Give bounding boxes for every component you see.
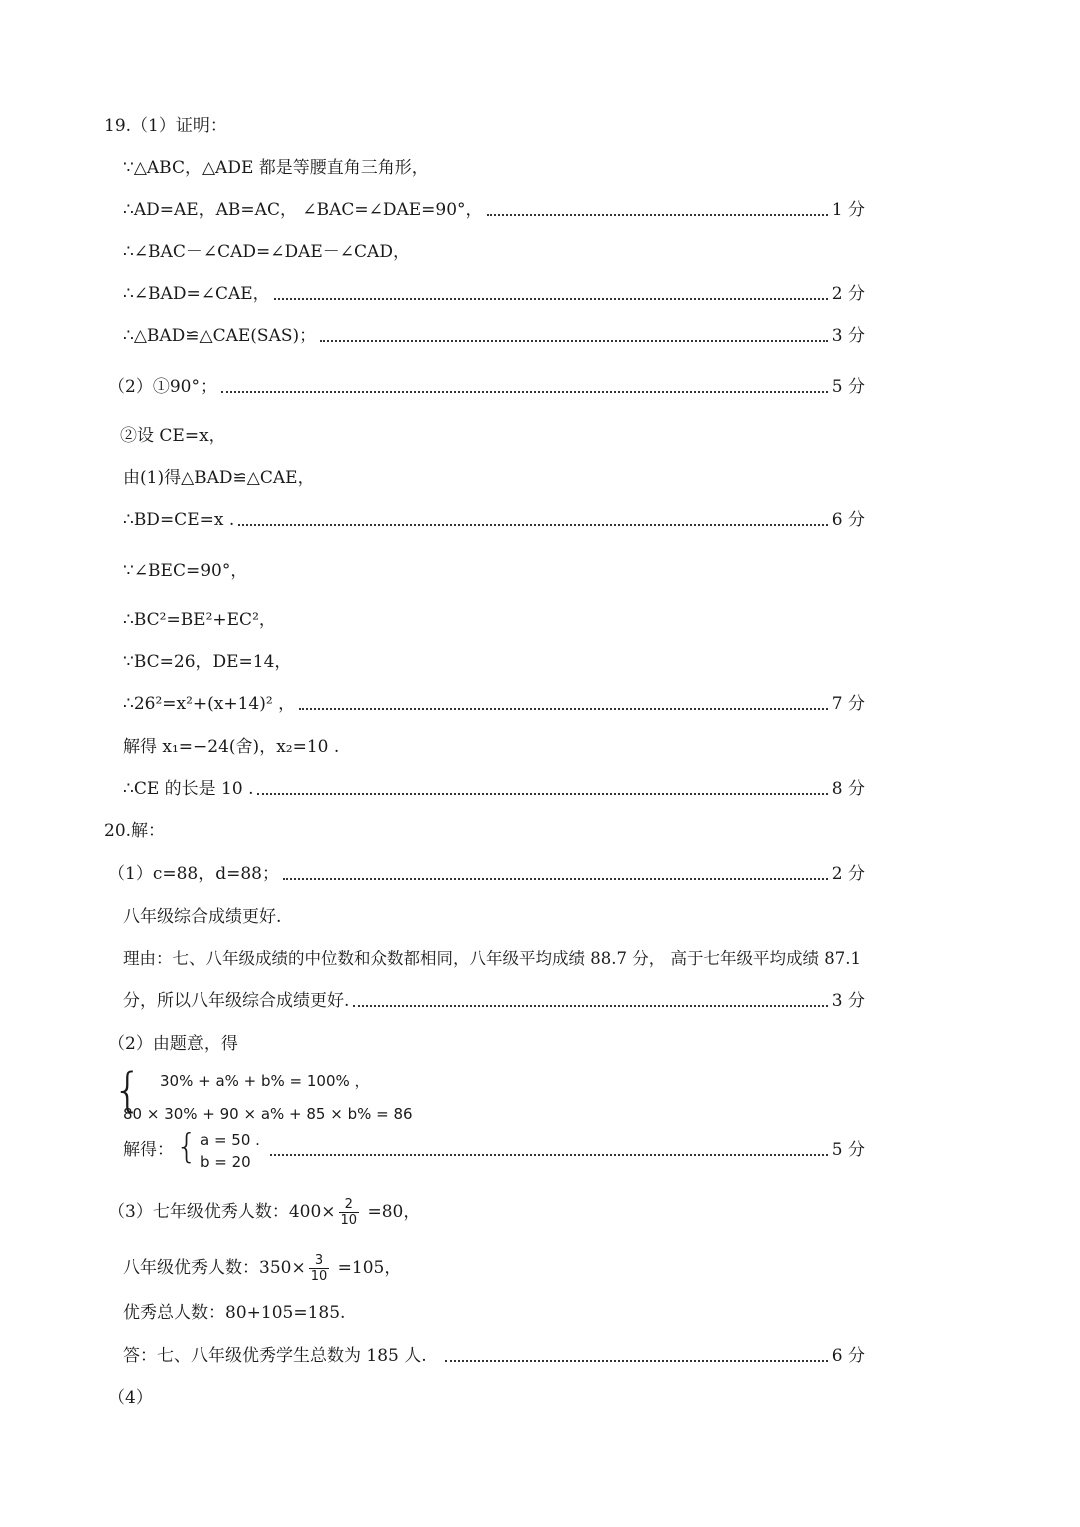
- left-brace-icon: {: [113, 1063, 143, 1117]
- fraction-numerator: 3: [314, 1253, 324, 1268]
- dot-leader: [320, 340, 828, 342]
- step-text: 答：七、八年级优秀学生总数为 185 人.: [123, 1346, 427, 1366]
- q19-line-3: ∴∠BAC－∠CAD=∠DAE－∠CAD，: [123, 242, 410, 262]
- step-score: 3 分: [831, 326, 865, 346]
- step-text: ∴AD=AE，AB=AC， ∠BAC=∠DAE=90°，: [123, 200, 483, 220]
- q19-line-given: ∵△ABC，△ADE 都是等腰直角三角形，: [123, 158, 429, 178]
- step-text: ∴26²=x²+(x+14)² ，: [123, 694, 296, 714]
- step-score: 7 分: [831, 694, 865, 714]
- q19-part2-step-5: [108, 376, 865, 398]
- q20-part2-header: （2）由题意，得: [108, 1034, 238, 1054]
- step-text: （2）①90°；: [108, 377, 217, 397]
- dot-leader: [270, 1154, 828, 1156]
- q19-step-1: [123, 199, 865, 221]
- step-score: 6 分: [831, 1346, 865, 1366]
- solution-label: 解得：: [123, 1140, 174, 1160]
- q19-line-11: ∵BC=26，DE=14，: [123, 652, 292, 672]
- q19-step-3: [123, 325, 865, 347]
- equation-1: 30% + a% + b% = 100% ，: [160, 1072, 370, 1090]
- step-score: 5 分: [831, 1140, 865, 1160]
- step-score: 3 分: [831, 991, 865, 1011]
- q20-grade8-count: [123, 1253, 401, 1284]
- q20-header: 20.解：: [104, 821, 166, 841]
- part3-text-b: =80，: [362, 1202, 421, 1222]
- q20-part3-grade7: [108, 1197, 420, 1228]
- step-text: 分，所以八年级综合成绩更好.: [123, 991, 350, 1011]
- equation-2: 80 × 30% + 90 × a% + 85 × b% = 86: [123, 1105, 413, 1123]
- left-brace-icon: {: [176, 1127, 198, 1167]
- q20-part4-header: （4）: [108, 1388, 153, 1408]
- dot-leader: [299, 708, 828, 710]
- step-score: 8 分: [831, 779, 865, 799]
- fraction: [339, 1197, 360, 1228]
- step-score: 1 分: [831, 200, 865, 220]
- grade8-text-a: 八年级优秀人数：350×: [123, 1258, 306, 1278]
- q20-line-1: 八年级综合成绩更好.: [123, 907, 282, 927]
- q19-header: 19.（1）证明：: [104, 116, 227, 136]
- dot-leader: [487, 214, 828, 216]
- q20-total: 优秀总人数：80+105=185.: [123, 1303, 346, 1323]
- step-text: ∴∠BAD=∠CAE，: [123, 284, 270, 304]
- dot-leader: [221, 391, 828, 393]
- fraction-numerator: 2: [344, 1197, 353, 1212]
- dot-leader: [257, 793, 827, 795]
- q19-step-7: [123, 693, 865, 715]
- fraction-denominator: 10: [340, 1213, 358, 1228]
- fraction-denominator: 10: [310, 1269, 328, 1284]
- q19-line-9: ∵∠BEC=90°，: [123, 561, 248, 581]
- fraction: [309, 1253, 330, 1284]
- part3-text-a: （3）七年级优秀人数：400×: [108, 1202, 336, 1222]
- q20-step-6: [123, 1345, 865, 1367]
- q19-line-13: 解得 x₁=−24(舍)，x₂=10 .: [123, 737, 340, 757]
- dot-leader: [445, 1360, 828, 1362]
- q19-line-10: ∴BC²=BE²+EC²，: [123, 610, 276, 630]
- dot-leader: [238, 524, 828, 526]
- solution-b: b = 20: [200, 1153, 251, 1171]
- step-text: ∴CE 的长是 10 .: [123, 779, 254, 799]
- q19-step-6: [123, 509, 865, 531]
- dot-leader: [353, 1005, 827, 1007]
- step-text: （1）c=88，d=88；: [108, 864, 279, 884]
- q20-part1-step: [108, 863, 865, 885]
- step-score: 6 分: [831, 510, 865, 530]
- q19-line-7: 由(1)得△BAD≌△CAE，: [123, 468, 315, 488]
- q20-step-3: [123, 990, 865, 1012]
- q20-line-reason: 理由：七、八年级成绩的中位数和众数都相同，八年级平均成绩 88.7 分， 高于七年级平均成绩 87.1: [123, 949, 861, 968]
- step-text: ∴△BAD≌△CAE(SAS)；: [123, 326, 317, 346]
- dot-leader: [274, 298, 828, 300]
- q19-line-6: ②设 CE=x，: [120, 426, 226, 446]
- step-score: 5 分: [831, 377, 865, 397]
- step-score: 2 分: [831, 864, 865, 884]
- dot-leader: [283, 878, 828, 880]
- step-score: 2 分: [831, 284, 865, 304]
- q19-step-8: [123, 778, 865, 800]
- solution-a: a = 50 .: [200, 1131, 260, 1149]
- q20-step-5: [270, 1139, 865, 1161]
- step-text: ∴BD=CE=x .: [123, 510, 235, 530]
- grade8-text-b: =105，: [332, 1258, 402, 1278]
- q19-step-2: [123, 283, 865, 305]
